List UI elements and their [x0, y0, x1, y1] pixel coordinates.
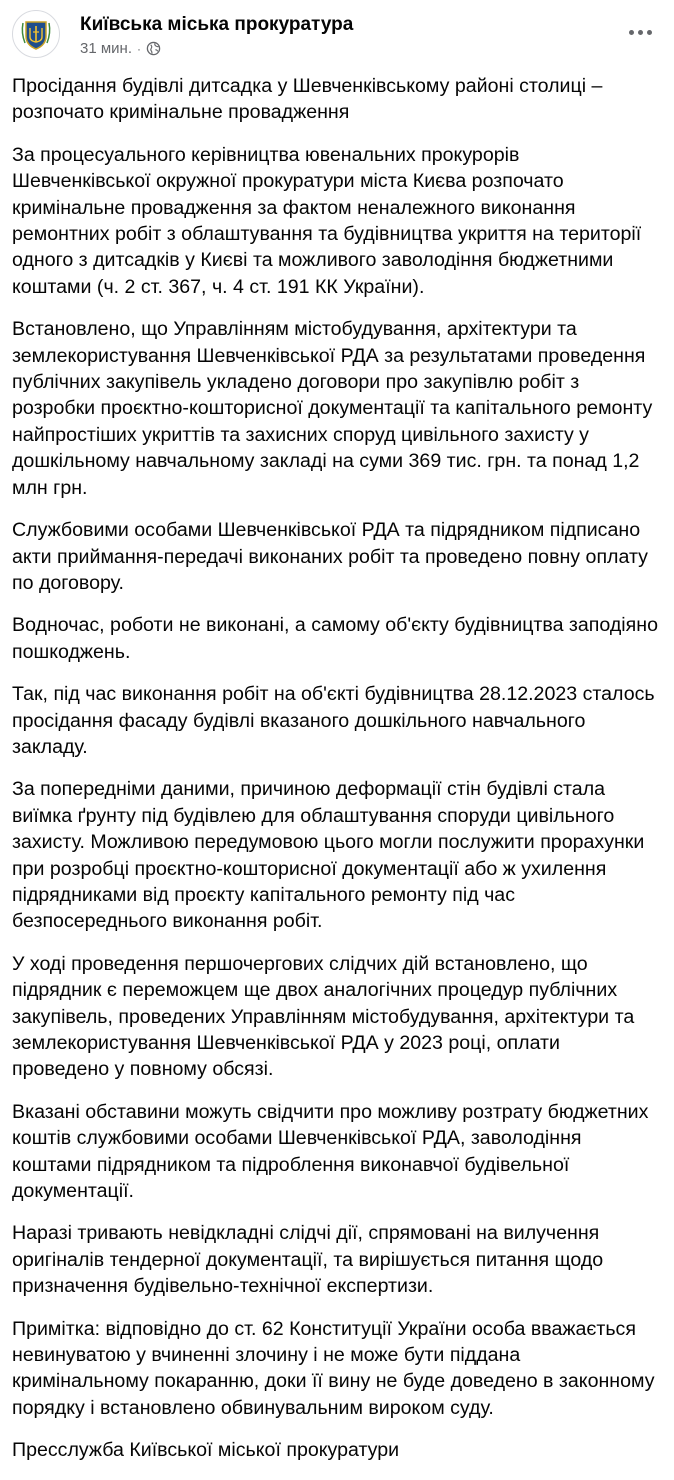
- post-paragraph: За процесуального керівництва ювенальних прокурорів Шевченківської окружної прокуратури міста Києва розпочато кримінальне провадження за фактом неналежного виконання ремонтних робіт з облаштування та будівництва укриття на території одного з дитсадків у Києві та можливого заволодіння бюджетними коштами (ч. 2 ст. 367, ч. 4 ст. 191 КК України).: [12, 143, 642, 298]
- page-name-link[interactable]: Київська міська прокуратура: [80, 14, 354, 35]
- post-paragraph: У ході проведення першочергових слідчих дій встановлено, що підрядник є переможцем ще двох аналогічних процедур публічних закупівель, проведених Управлінням містобудування, архітектури та землекористування Шевченківської РДА у 2023 році, оплати проведено у повному обсязі.: [12, 952, 635, 1081]
- post-paragraph: Водночас, роботи не виконані, а самому об'єкту будівництва заподіяно пошкоджень.: [12, 614, 658, 663]
- coat-of-arms-icon: [13, 11, 59, 57]
- post-paragraph: Так, під час виконання робіт на об'єкті будівництва 28.12.2023 сталось просідання фасаду будівлі вказаного дошкільного навчального закладу.: [12, 683, 655, 758]
- post-paragraph: Службовими особами Шевченківської РДА та підрядником підписано акти приймання-передачі виконаних робіт та проведено повну оплату по договору.: [12, 519, 648, 594]
- more-options-button[interactable]: [624, 20, 656, 44]
- more-options-icon: [638, 30, 643, 35]
- post-note: Примітка: відповідно до ст. 62 Конституції України особа вважається невинуватою у вчиненні злочину і не може бути піддана кримінальному покаранню, доки її вину не буде доведено в законному порядку і встановлено обвинувальним вироком суду.: [12, 1317, 655, 1419]
- page-avatar[interactable]: [12, 10, 60, 58]
- post-header: [12, 10, 662, 60]
- post-paragraph: За попередніми даними, причиною деформації стін будівлі стала виїмка ґрунту під будівлею для облаштування споруди цивільного захисту. Можливою передумовою цього могли послужити прорахунки при розробці проєктно-кошторисної документації або ж ухилення підрядниками від проєкту капітального ремонту під час безпосереднього виконання робіт.: [12, 778, 645, 933]
- post-signature: Пресслужба Київської міської прокуратури: [12, 1439, 400, 1462]
- more-options-icon: [629, 30, 634, 35]
- meta-separator: ·: [137, 41, 141, 56]
- post-headline: Просідання будівлі дитсадка у Шевченківському районі столиці – розпочато кримінальне провадження: [12, 75, 603, 124]
- post-paragraph: Наразі тривають невідкладні слідчі дії, спрямовані на вилучення оригіналів тендерної документації, та вирішується питання щодо призначення будівельно-технічної експертизи.: [12, 1222, 604, 1298]
- post-meta: [80, 40, 161, 57]
- post-paragraph: Встановлено, що Управлінням містобудування, архітектури та землекористування Шевченківської РДА за результатами проведення публічних закупівель укладено договори про закупівлю робіт з розробки проєктно-кошторисної документації та капітального ремонту найпростіших укриттів та захисних споруд цивільного захисту у дошкільному навчальному закладі на суми 369 тис. грн. та понад 1,2 млн грн.: [12, 318, 653, 499]
- post-timestamp[interactable]: 31 мин.: [80, 40, 132, 57]
- post-paragraph: Вказані обставини можуть свідчити про можливу розтрату бюджетних коштів службовими особами Шевченківської РДА, заволодіння коштами підрядником та підроблення виконавчої будівельної документації.: [12, 1100, 649, 1203]
- globe-icon[interactable]: [146, 41, 161, 56]
- post-body: [12, 73, 662, 1480]
- more-options-icon: [647, 30, 652, 35]
